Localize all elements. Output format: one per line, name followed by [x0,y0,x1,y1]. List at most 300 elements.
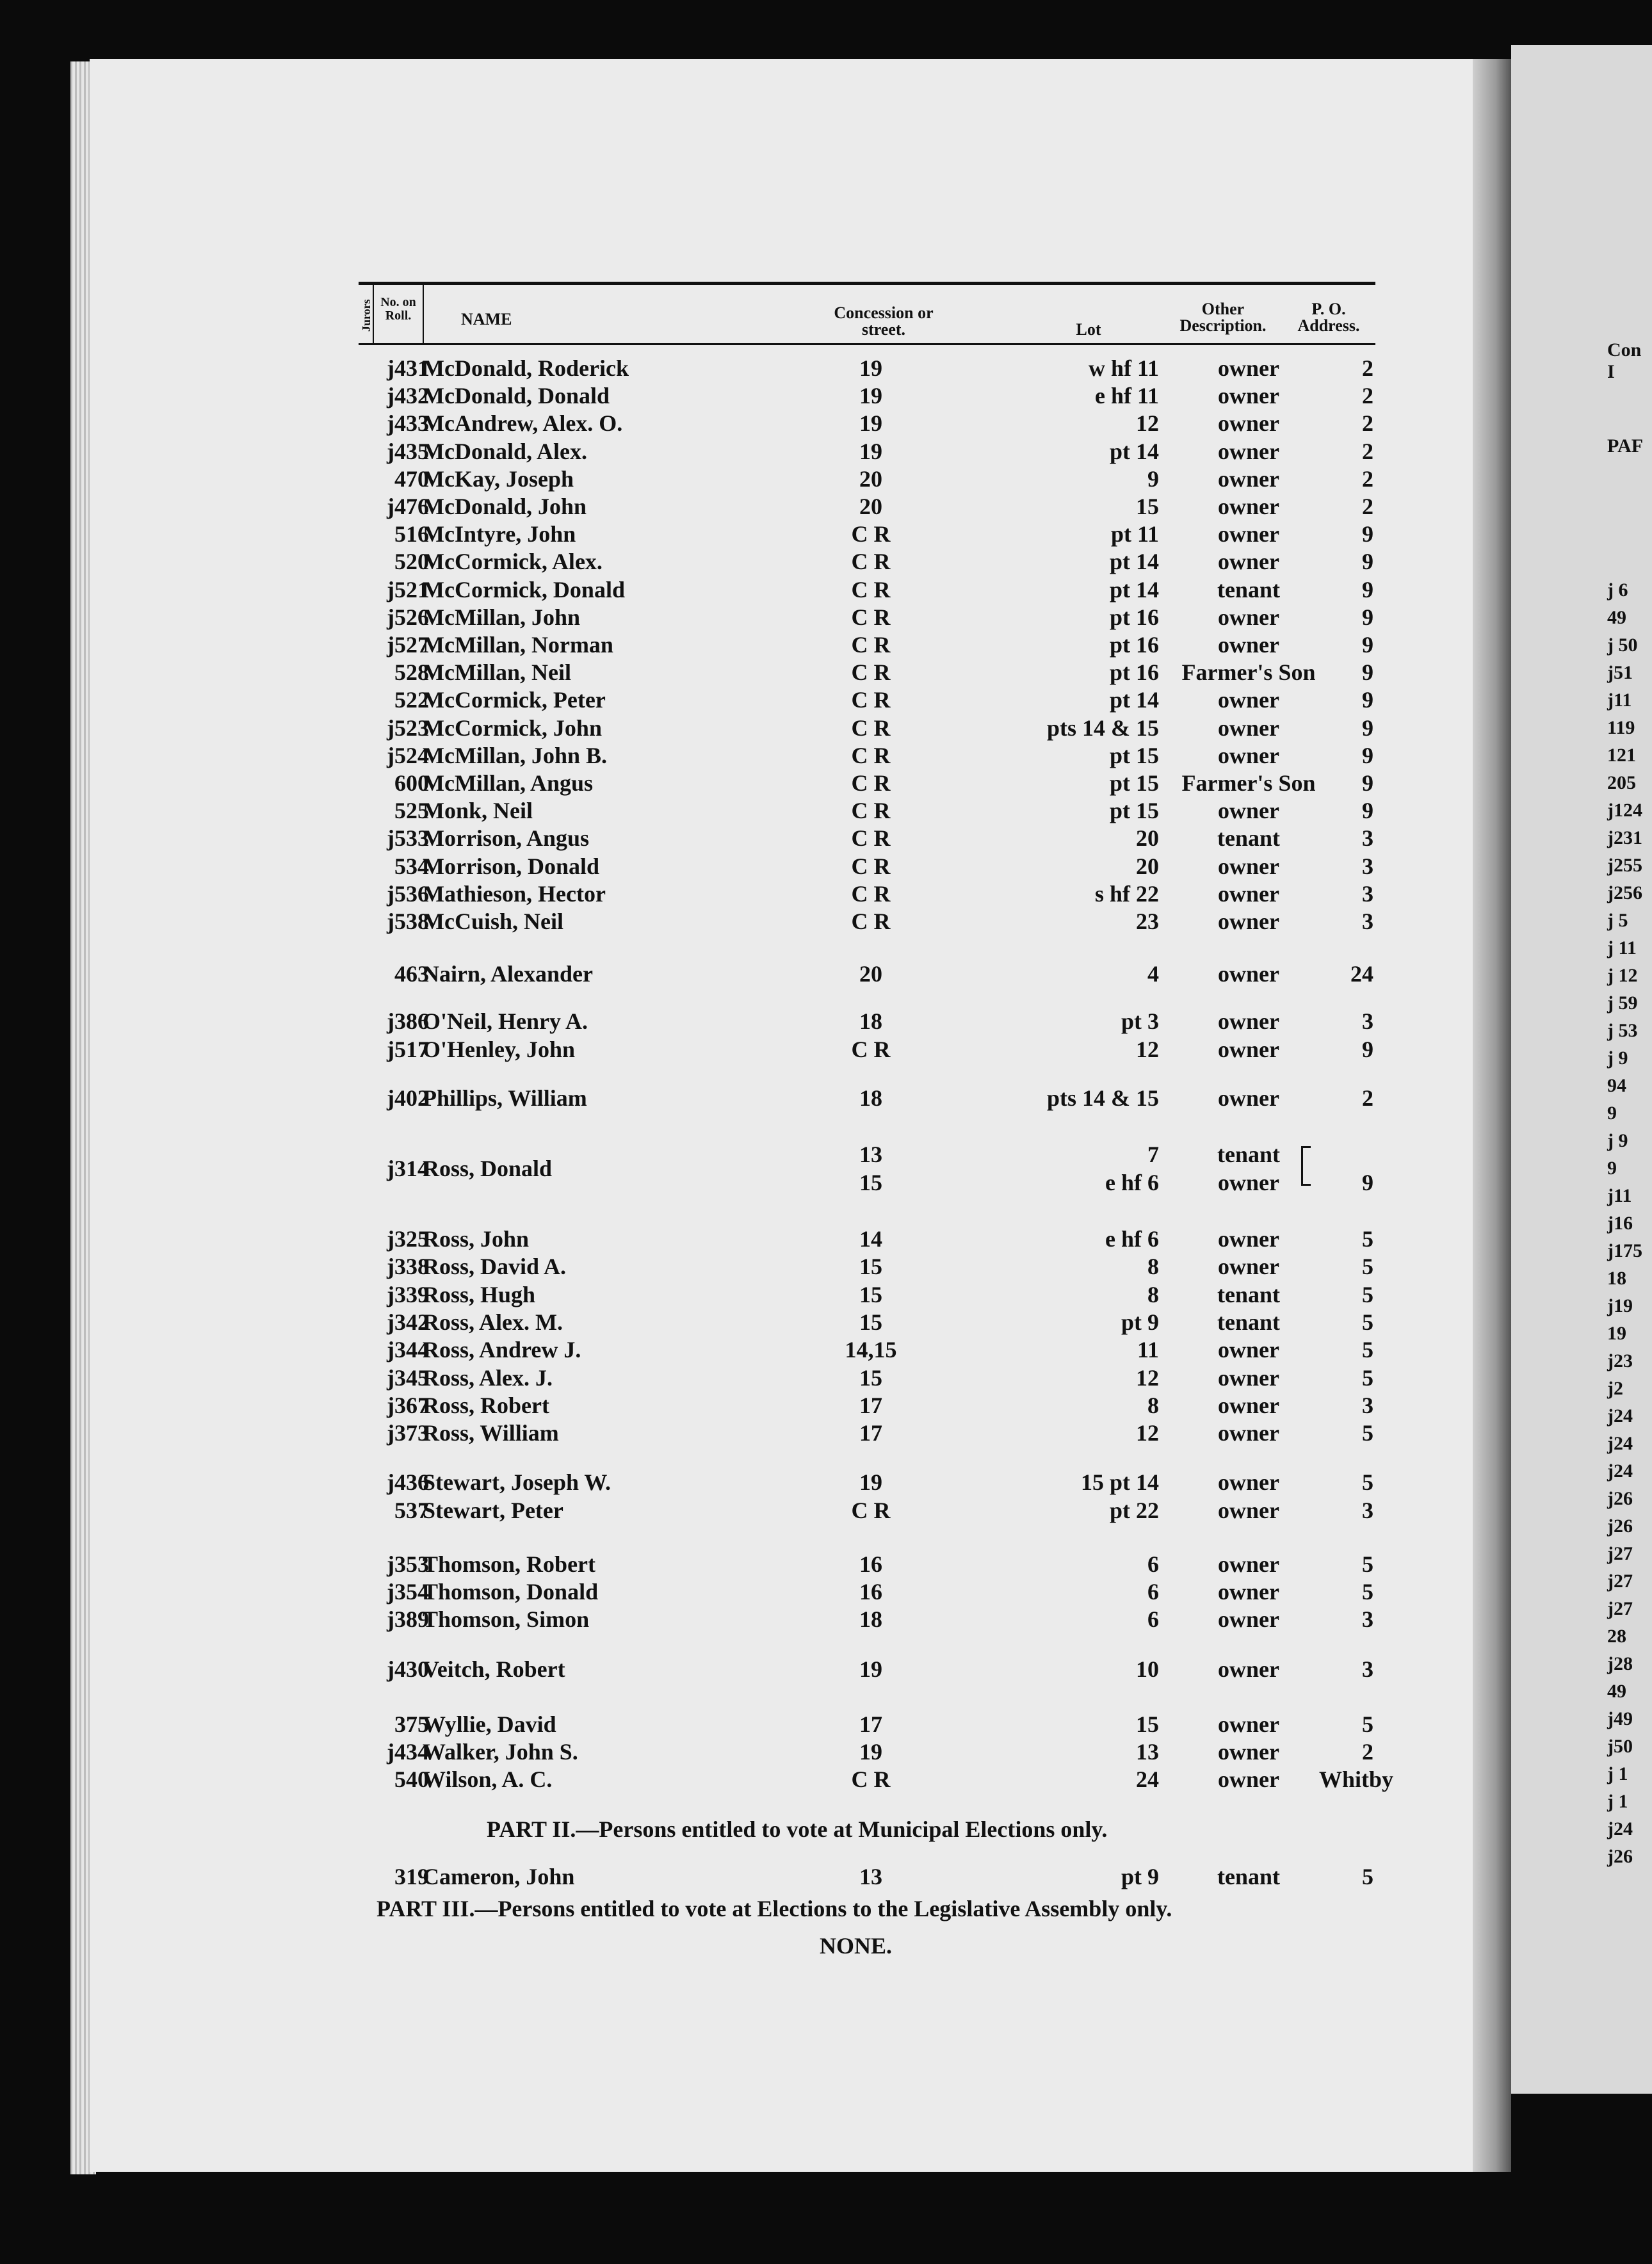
other-description: tenant [1217,1864,1280,1889]
other-description: Farmer's Son [1181,770,1316,796]
concession: C R [851,521,891,547]
po-address: 5 [1362,1226,1373,1252]
roll-number: j523 [387,715,429,741]
table-row [359,880,1375,909]
concession: C R [851,1767,891,1792]
voter-name: Ross, David A. [423,1254,567,1280]
other-description: owner [1218,604,1279,630]
voter-name: McCuish, Neil [423,909,563,934]
roll-number: 463 [394,961,429,987]
roll-number: 534 [394,853,429,879]
lot: 12 [1136,410,1159,437]
table-row [359,715,1375,743]
po-address: 2 [1362,465,1373,492]
table-row [359,1766,1394,1794]
voter-name: McCormick, Donald [423,576,625,602]
next-page-roll: j11 [1607,690,1632,711]
table-row [359,1863,1375,1891]
concession: 19 [859,410,882,437]
lot: 10 [1136,1656,1159,1682]
voter-name: McMillan, John [423,604,581,630]
lot: pt 9 [1121,1309,1159,1335]
po-address: 2 [1362,383,1373,409]
other-description: owner [1218,1498,1279,1523]
lot: pt 14 [1109,576,1159,602]
voter-name: McMillan, Angus [423,770,594,796]
voter-name: McCormick, Peter [423,687,606,713]
table-row [359,355,1375,383]
column-divider [423,285,424,344]
other-description: owner [1218,410,1279,437]
po-address: 3 [1362,1656,1373,1682]
roll-number: j521 [387,576,429,602]
concession: 15 [859,1254,882,1280]
other-description: owner [1218,687,1279,713]
voter-name: Nairn, Alexander [423,961,593,987]
po-address: 9 [1362,521,1373,547]
concession: 13 [859,1142,882,1167]
next-page-roll: 94 [1607,1075,1626,1096]
lot: 6 [1147,1579,1159,1605]
roll-number: 522 [394,687,429,713]
header-name: NAME [461,310,512,328]
voter-name: Ross, Andrew J. [423,1337,581,1363]
table-row [359,1419,1375,1448]
concession: C R [851,1498,891,1523]
other-description: owner [1218,880,1279,907]
po-address: 3 [1362,853,1373,879]
other-description: owner [1218,1008,1279,1034]
voter-name: Phillips, William [423,1085,587,1111]
roll-number: j344 [387,1337,429,1363]
voter-name: Morrison, Donald [423,853,600,879]
voter-name: Thomson, Donald [423,1579,599,1605]
table-row [359,1253,1375,1281]
lot: w hf 11 [1088,355,1159,381]
roll-number: j353 [387,1551,429,1577]
voter-name: Wilson, A. C. [423,1767,553,1792]
table-row [359,1309,1375,1337]
next-page-roll: j49 [1607,1708,1633,1729]
roll-number: j533 [387,825,429,852]
table-row [359,604,1375,632]
po-address: 3 [1362,1498,1373,1523]
other-description: owner [1218,715,1279,741]
next-page-roll: j27 [1607,1598,1633,1619]
po-address: 2 [1362,355,1373,381]
other-description: owner [1218,1420,1279,1446]
next-page-roll: 9 [1607,1103,1617,1124]
next-page-roll: j 53 [1607,1020,1638,1041]
other-description: owner [1218,1254,1279,1280]
table-row [359,438,1375,466]
table-row [359,465,1375,494]
lot: 15 pt 14 [1080,1469,1159,1495]
next-page-roll: j 6 [1607,579,1628,601]
other-description: tenant [1217,1142,1280,1167]
po-address: 5 [1362,1281,1373,1307]
roll-number: j517 [387,1037,429,1062]
table-row [359,521,1375,549]
roll-number: j345 [387,1364,429,1391]
table-row [359,1606,1375,1634]
roll-number: j476 [387,494,429,519]
table-top-rule [359,282,1375,285]
concession: 18 [859,1008,882,1034]
next-page-roll: 205 [1607,772,1636,793]
other-description: Farmer's Son [1181,659,1316,686]
table-row [359,1008,1375,1036]
lot: e hf 11 [1094,383,1159,409]
other-description: owner [1218,1364,1279,1391]
other-description: owner [1218,1085,1279,1111]
concession: 18 [859,1085,882,1111]
po-address: 9 [1362,770,1373,796]
next-page-roll: j256 [1607,882,1642,903]
voter-name: Cameron, John [423,1864,575,1889]
roll-number: 540 [394,1767,429,1792]
next-page-roll: j26 [1607,1516,1633,1537]
other-description: owner [1218,1469,1279,1495]
lot: 12 [1136,1364,1159,1391]
po-address: 9 [1362,1170,1373,1195]
roll-number: j339 [387,1281,429,1307]
lot: 20 [1136,825,1159,852]
voter-name: O'Neil, Henry A. [423,1008,588,1034]
roll-number: 375 [394,1711,429,1737]
lot: 20 [1136,853,1159,879]
other-description: owner [1218,961,1279,987]
table-row [359,1392,1375,1420]
po-address: 3 [1362,1008,1373,1034]
po-address: 24 [1350,961,1373,987]
voter-name: Ross, Hugh [423,1281,536,1307]
next-page-roll: j 9 [1607,1047,1628,1069]
po-address: 9 [1362,798,1373,824]
concession: 17 [859,1420,882,1446]
concession: C R [851,853,891,879]
roll-number: j389 [387,1606,429,1632]
roll-number: 600 [394,770,429,796]
concession: 19 [859,1739,882,1765]
table-row [359,1036,1375,1064]
table-row [359,908,1375,936]
lot: s hf 22 [1094,880,1159,907]
other-description: owner [1218,909,1279,934]
po-address: 9 [1362,715,1373,741]
other-description: owner [1218,383,1279,409]
table-row [359,1497,1375,1525]
po-address: 3 [1362,825,1373,852]
next-page-roll: j231 [1607,827,1642,848]
table-row [359,742,1375,770]
lot: 15 [1136,1711,1159,1737]
other-description: owner [1218,1656,1279,1682]
po-address: 5 [1362,1551,1373,1577]
next-page-roll: j26 [1607,1846,1633,1867]
next-page-roll: j24 [1607,1460,1633,1482]
lot: 24 [1136,1767,1159,1792]
table-row [359,410,1375,438]
po-address: 9 [1362,576,1373,602]
concession: C R [851,880,891,907]
next-page-roll: 19 [1607,1323,1626,1344]
voter-name: Thomson, Robert [423,1551,596,1577]
other-description: owner [1218,1392,1279,1418]
next-page-roll: j16 [1607,1213,1633,1234]
next-page-roll: j24 [1607,1818,1633,1839]
table-row [359,493,1375,521]
lot: pt 16 [1109,604,1159,630]
po-address: 3 [1362,880,1373,907]
concession: 19 [859,383,882,409]
lot: pt 11 [1110,521,1159,547]
lot: pt 22 [1109,1498,1159,1523]
table-row [359,1336,1375,1364]
concession: 20 [859,465,882,492]
table-row [359,382,1375,410]
lot: 11 [1137,1337,1159,1363]
other-description: owner [1218,549,1279,575]
other-description: owner [1218,438,1279,464]
next-page-roll: 119 [1607,717,1635,738]
table-row [359,1551,1375,1579]
concession: 15 [859,1364,882,1391]
next-page-roll: j 11 [1607,937,1637,958]
next-page-roll: 18 [1607,1268,1626,1289]
next-page-roll: j 9 [1607,1130,1628,1151]
table-row [359,1469,1375,1497]
next-page-roll: j 1 [1607,1791,1628,1812]
other-description: tenant [1217,576,1280,602]
po-address: 9 [1362,1037,1373,1062]
next-page-roll: j 50 [1607,635,1638,656]
voter-name: Veitch, Robert [423,1656,565,1682]
table-row [359,1225,1375,1254]
next-page-roll: j28 [1607,1653,1633,1674]
roll-number: j526 [387,604,429,630]
concession: 17 [859,1711,882,1737]
table-row [359,659,1375,687]
table-row [359,1711,1375,1739]
next-page-roll: j24 [1607,1433,1633,1454]
next-page-roll: j23 [1607,1350,1633,1371]
next-page-roll: j11 [1607,1185,1632,1206]
next-page-roll: j255 [1607,855,1642,876]
lot: pt 15 [1109,798,1159,824]
roll-number: j434 [387,1739,429,1765]
lot: pt 14 [1109,687,1159,713]
table-row [359,960,1375,989]
concession: 14,15 [845,1337,897,1363]
lot: pt 15 [1109,770,1159,796]
lot: 6 [1147,1606,1159,1632]
table-row [359,825,1375,853]
concession: 20 [859,494,882,519]
voter-name: Walker, John S. [423,1739,578,1765]
lot: 9 [1147,465,1159,492]
next-page-roll: j27 [1607,1543,1633,1564]
lot: 6 [1147,1551,1159,1577]
lot: pts 14 & 15 [1046,715,1159,741]
next-page-roll: j24 [1607,1405,1633,1427]
concession: C R [851,770,891,796]
next-page-roll: j 5 [1607,910,1628,931]
voter-name: Ross, Alex. M. [423,1309,563,1335]
po-address: 5 [1362,1309,1373,1335]
lot: 15 [1136,494,1159,519]
po-address: 5 [1362,1364,1373,1391]
next-page-roll: 121 [1607,745,1636,766]
po-address: 2 [1362,494,1373,519]
lot: 7 [1147,1142,1159,1167]
next-page-header-1: Con [1607,339,1642,360]
lot: 8 [1147,1254,1159,1280]
roll-number: j354 [387,1579,429,1605]
next-page-header-2: I [1607,361,1615,382]
header-po: P. O. Address. [1297,300,1360,335]
voter-name: McMillan, Norman [423,632,613,658]
part3-title: PART III.—Persons entitled to vote at Elections to the Legislative Assembly only. [377,1896,1172,1921]
po-address: 5 [1362,1711,1373,1737]
roll-number: j430 [387,1656,429,1682]
next-page-part: PAF [1607,435,1644,457]
next-page-roll: j26 [1607,1488,1633,1509]
lot: 23 [1136,909,1159,934]
voter-name: McCormick, Alex. [423,549,603,575]
po-address: 3 [1362,1606,1373,1632]
table-row [359,853,1375,881]
voter-name: Ross, William [423,1420,559,1446]
lot: pts 14 & 15 [1046,1085,1159,1111]
other-description: owner [1218,1551,1279,1577]
voter-name: Stewart, Peter [423,1498,563,1523]
lot: 13 [1136,1739,1159,1765]
voter-name: McMillan, Neil [423,659,571,686]
table-row [359,1656,1375,1684]
po-address: 5 [1362,1254,1373,1280]
po-address: 3 [1362,909,1373,934]
next-page-roll: j50 [1607,1736,1633,1757]
other-description: owner [1218,1337,1279,1363]
po-address: 5 [1362,1469,1373,1495]
table-row [359,1169,1375,1197]
po-address: 5 [1362,1579,1373,1605]
other-description: owner [1218,1711,1279,1737]
voter-name: Ross, Alex. J. [423,1364,553,1391]
voter-name: McDonald, Donald [423,383,610,409]
voter-name: Wyllie, David [423,1711,556,1737]
next-page-roll: 9 [1607,1158,1617,1179]
voter-name: Morrison, Angus [423,825,590,852]
next-page-roll: j 12 [1607,965,1638,986]
voter-name: McKay, Joseph [423,465,574,492]
next-page-roll-fragments [1607,576,1642,1870]
concession: 18 [859,1606,882,1632]
other-description: owner [1218,798,1279,824]
roll-number: 525 [394,798,429,824]
voter-name: Thomson, Simon [423,1606,590,1632]
voter-name: McIntyre, John [423,521,576,547]
other-description: tenant [1217,825,1280,852]
concession: C R [851,632,891,658]
lot: e hf 6 [1105,1170,1159,1195]
header-other: Other Description. [1179,300,1267,335]
table-row [359,631,1375,659]
other-description: owner [1218,853,1279,879]
po-address: 9 [1362,549,1373,575]
roll-number: j435 [387,438,429,464]
roll-number: j436 [387,1469,429,1495]
concession: 14 [859,1226,882,1252]
po-address: 2 [1362,1085,1373,1111]
lot: pt 15 [1109,742,1159,768]
lot: pt 14 [1109,549,1159,575]
next-page-roll: j 1 [1607,1763,1628,1784]
table-row [359,1738,1375,1767]
lot: pt 14 [1109,438,1159,464]
lot: pt 16 [1109,659,1159,686]
table-row [359,770,1375,798]
table-row [359,1085,1375,1113]
po-address: 2 [1362,1739,1373,1765]
next-page-roll: 28 [1607,1626,1626,1647]
roll-number: j432 [387,383,429,409]
po-address: 9 [1362,632,1373,658]
concession: C R [851,825,891,852]
other-description: owner [1218,1170,1279,1195]
lot: pt 3 [1121,1008,1159,1034]
next-page-roll: j124 [1607,800,1642,821]
other-description: owner [1218,632,1279,658]
other-description: tenant [1217,1309,1280,1335]
voter-name: Stewart, Joseph W. [423,1469,611,1495]
table-row [359,686,1375,715]
voter-name: McDonald, Alex. [423,438,587,464]
table-row [359,797,1375,825]
voter-name: Ross, Donald [423,1156,553,1181]
concession: C R [851,798,891,824]
voter-name: McMillan, John B. [423,742,608,768]
po-address: 9 [1362,742,1373,768]
voter-name: McDonald, Roderick [423,355,629,381]
header-lot: Lot [1076,320,1101,339]
concession: 19 [859,438,882,464]
other-description: owner [1218,742,1279,768]
roll-number: j538 [387,909,429,934]
other-description: owner [1218,1037,1279,1062]
page-gutter [1473,59,1511,2172]
roll-number: 537 [394,1498,429,1523]
next-page-roll: j19 [1607,1295,1633,1316]
po-address: 5 [1362,1420,1373,1446]
concession: 15 [859,1281,882,1307]
table-row [359,1364,1375,1393]
other-description: owner [1218,1739,1279,1765]
other-description: owner [1218,1767,1279,1792]
concession: 19 [859,355,882,381]
po-address: 3 [1362,1392,1373,1418]
roll-number: j433 [387,410,429,437]
other-description: owner [1218,1579,1279,1605]
lot: e hf 6 [1105,1226,1159,1252]
concession: 15 [859,1170,882,1195]
po-address: 5 [1362,1337,1373,1363]
po-address: 2 [1362,410,1373,437]
roll-number: j314 [387,1156,429,1181]
other-description: owner [1218,465,1279,492]
po-address: 9 [1362,604,1373,630]
